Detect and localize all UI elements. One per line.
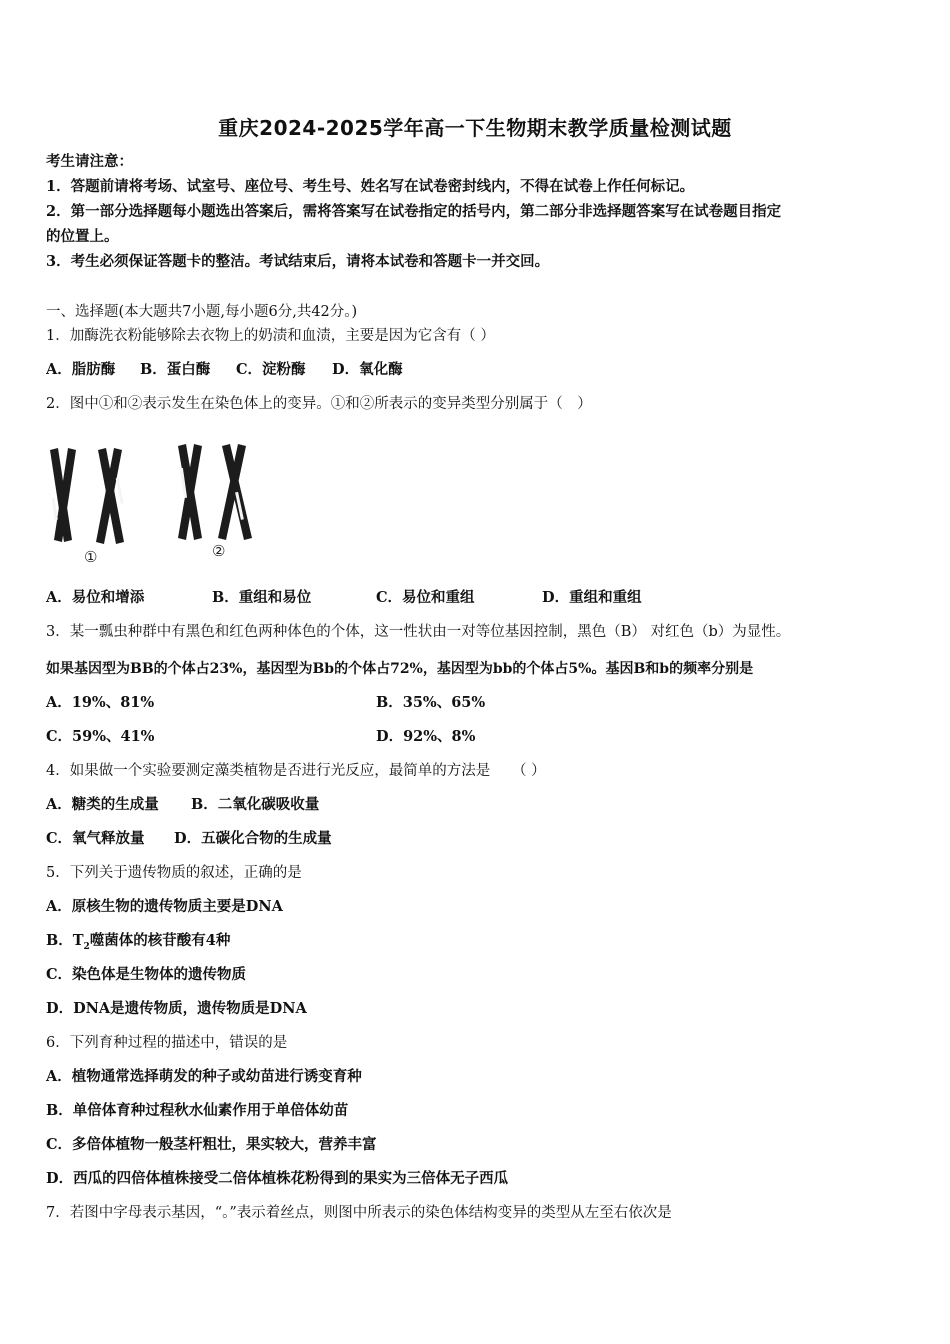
q1-option-c: C．淀粉酶 — [236, 361, 306, 378]
chromosome-figure — [40, 438, 270, 568]
notice-item-1: 1．答题前请将考场、试室号、座位号、考生号、姓名写在试卷密封线内，不得在试卷上作任何标记。 — [46, 178, 695, 195]
q3-option-a: A．19%、81% — [46, 694, 155, 711]
page-title: 重庆2024-2025学年高一下生物期末教学质量检测试题 — [218, 116, 732, 140]
q5-option-a: A．原核生物的遗传物质主要是DNA — [46, 898, 283, 915]
q2-option-b: B．重组和易位 — [212, 589, 312, 606]
q1-stem: 1．加酶洗衣粉能够除去衣物上的奶渍和血渍，主要是因为它含有（ ） — [46, 328, 495, 344]
q3-options-row1 — [46, 693, 916, 713]
q3-option-b: B．35%、65% — [376, 694, 486, 711]
q5-option-b-subscript: 2 — [83, 941, 90, 952]
q3-options-row2 — [46, 727, 916, 747]
q3-option-c: C．59%、41% — [46, 728, 155, 745]
q2-options — [46, 588, 916, 608]
q1-option-b: B．蛋白酶 — [140, 361, 211, 378]
notice-item-2-cont: 的位置上。 — [46, 228, 119, 245]
q7-stem: 7．若图中字母表示基因，“。”表示着丝点，则图中所表示的染色体结构变异的类型从左至右依次是 — [46, 1205, 672, 1221]
q2-option-c: C．易位和重组 — [376, 589, 475, 606]
figure-label-1: ① — [84, 548, 98, 566]
q3-option-d: D．92%、8% — [376, 728, 476, 745]
notice-heading: 考生请注意： — [46, 153, 133, 170]
q4-stem: 4．如果做一个实验要测定藻类植物是否进行光反应，最简单的方法是 （ ） — [46, 763, 546, 779]
q4-options-row1 — [46, 795, 916, 815]
notice-item-3: 3．考生必须保证答题卡的整洁。考试结束后，请将本试卷和答题卡一并交回。 — [46, 253, 550, 270]
q1-options — [46, 360, 916, 380]
q5-option-d: D．DNA是遗传物质，遗传物质是DNA — [46, 1000, 307, 1017]
q5-option-b — [46, 931, 916, 957]
q4-options-row2 — [46, 829, 916, 849]
q1-option-d: D．氧化酶 — [332, 361, 403, 378]
q4-option-a: A．糖类的生成量 — [46, 796, 159, 813]
q6-option-c: C．多倍体植物一般茎杆粗壮，果实较大，营养丰富 — [46, 1136, 377, 1153]
chromosome-pair-2 — [178, 444, 252, 540]
q4-option-c: C．氧气释放量 — [46, 830, 145, 847]
notice-item-2: 2．第一部分选择题每小题选出答案后，需将答案写在试卷指定的括号内，第二部分非选择题答案写在试卷题目指定 — [46, 203, 782, 220]
q1-option-a: A．脂肪酶 — [46, 361, 116, 378]
q2-option-a: A．易位和增添 — [46, 589, 145, 606]
q5-option-b-prefix: B．T — [46, 932, 84, 949]
q2-option-d: D．重组和重组 — [542, 589, 642, 606]
figure-label-2: ② — [212, 542, 226, 560]
q6-option-d: D．西瓜的四倍体植株接受二倍体植株花粉得到的果实为三倍体无子西瓜 — [46, 1170, 509, 1187]
q2-stem: 2．图中①和②表示发生在染色体上的变异。①和②所表示的变异类型分别属于（ ） — [46, 396, 592, 412]
section-heading: 一、选择题(本大题共7小题,每小题6分,共42分。) — [46, 304, 358, 320]
q5-stem: 5．下列关于遗传物质的叙述，正确的是 — [46, 865, 302, 881]
q6-option-b: B．单倍体育种过程秋水仙素作用于单倍体幼苗 — [46, 1102, 349, 1119]
q3-stem-cont: 如果基因型为BB的个体占23%，基因型为Bb的个体占72%，基因型为bb的个体占5%。基因B和b的频率分别是 — [46, 661, 754, 677]
q3-stem: 3．某一瓢虫种群中有黑色和红色两种体色的个体，这一性状由一对等位基因控制，黑色（B） 对红色（b）为显性。 — [46, 624, 791, 640]
chromosome-pair-1 — [50, 448, 124, 544]
q6-option-a: A．植物通常选择萌发的种子或幼苗进行诱变育种 — [46, 1068, 362, 1085]
q4-option-d: D．五碳化合物的生成量 — [174, 830, 332, 847]
q5-option-c: C．染色体是生物体的遗传物质 — [46, 966, 247, 983]
q4-option-b: B．二氧化碳吸收量 — [191, 796, 320, 813]
q6-stem: 6．下列育种过程的描述中，错误的是 — [46, 1035, 288, 1051]
q5-option-b-text: 噬菌体的核苷酸有4种 — [89, 932, 231, 949]
